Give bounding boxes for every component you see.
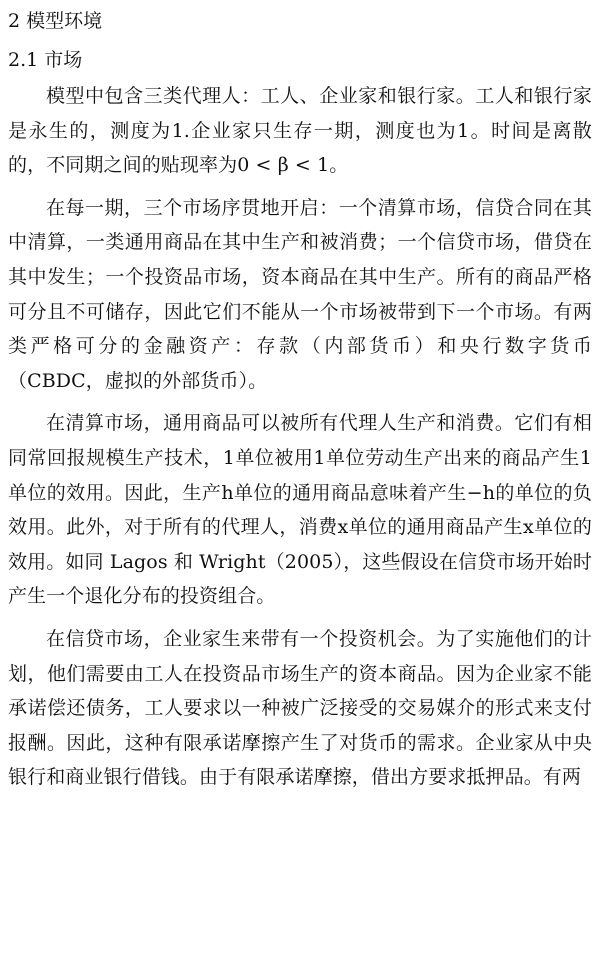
section-number: 2 [8, 10, 21, 32]
body-paragraph: 在清算市场，通用商品可以被所有代理人生产和消费。它们有相同常回报规模生产技术，1单位被用1单位劳动生产出来的商品产生1单位的效用。因此，生产h单位的通用商品意味着产生−h的单位的负效用。此外，对于所有的代理人，消费x单位的通用商品产生x单位的效用。如同 Lagos 和 Wright（2005），这些假设在信贷市场开始时产生一个退化分布的投资组合。 [8, 412, 592, 608]
section-heading [8, 4, 592, 38]
section-title: 模型环境 [26, 10, 103, 32]
body-paragraph: 在每一期，三个市场序贯地开启：一个清算市场，信贷合同在其中清算，一类通用商品在其中生产和被消费；一个信贷市场，借贷在其中发生；一个投资品市场，资本商品在其中生产。所有的商品严格可分且不可储存，因此它们不能从一个市场被带到下一个市场。有两类严格可分的金融资产：存款（内部货币）和央行数字货币（CBDC，虚拟的外部货币）。 [8, 196, 592, 392]
body-paragraph: 模型中包含三类代理人：工人、企业家和银行家。工人和银行家是永生的，测度为1.企业家只生存一期，测度也为1。时间是离散的，不同期之间的贴现率为0 < β < 1。 [8, 85, 592, 177]
subsection-number: 2.1 [8, 49, 39, 71]
body-paragraph: 在信贷市场，企业家生来带有一个投资机会。为了实施他们的计划，他们需要由工人在投资品市场生产的资本商品。因为企业家不能承诺偿还债务，工人要求以一种被广泛接受的交易媒介的形式来支付报酬。因此，这种有限承诺摩擦产生了对货币的需求。企业家从中央银行和商业银行借钱。由于有限承诺摩擦，借出方要求抵押品。有两 [8, 627, 592, 789]
subsection-title: 市场 [44, 49, 83, 71]
subsection-heading [8, 43, 592, 77]
